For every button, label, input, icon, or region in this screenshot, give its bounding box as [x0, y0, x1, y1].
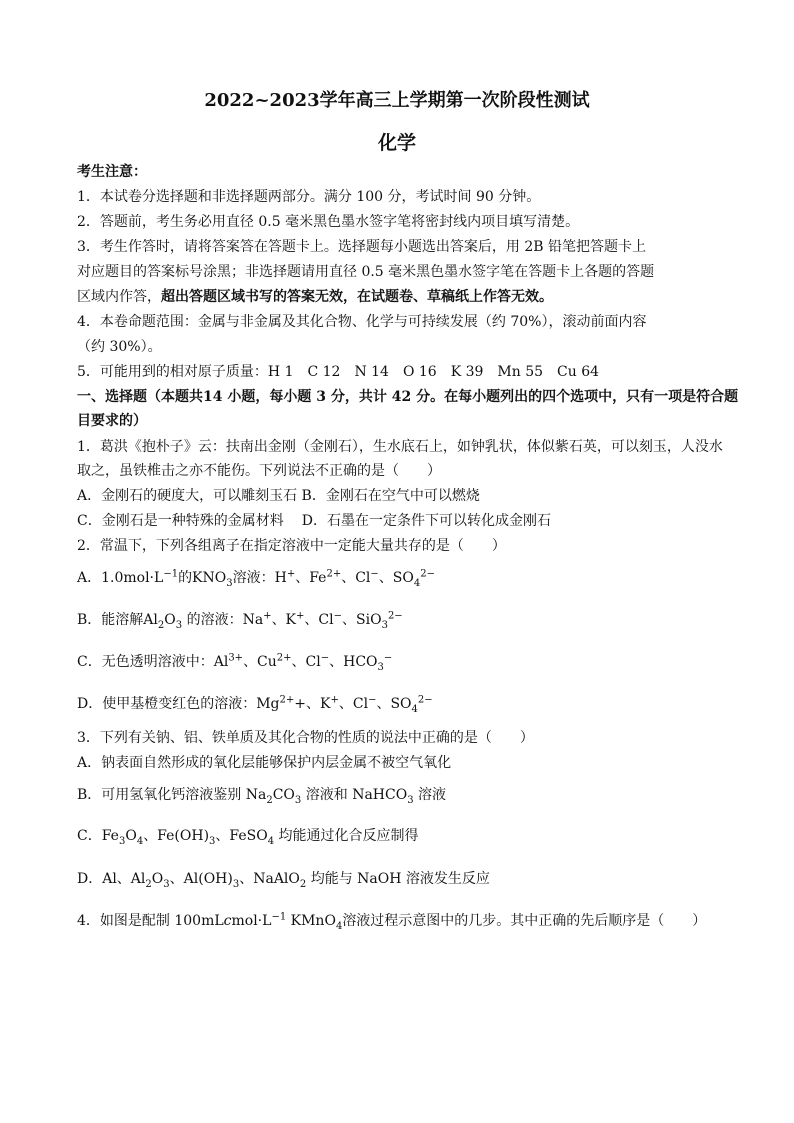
q2-option-a-rest: 溶液：H: [232, 570, 287, 586]
exam-title: 2022~2023学年高三上学期第一次阶段性测试: [204, 90, 590, 111]
q3-option-c: C．$Fe_3O_4$、$Fe(OH)_3$、FeSO$_4$ 均能通过化合反应制得: [77, 828, 419, 847]
subject-title: 化学: [377, 132, 416, 154]
notice-item-3-end-text: 区域内作答，: [77, 289, 161, 305]
notice-item-5: 5．可能用到的相对原子质量：H 1 C 12 N 14 O 16 K 39 Mn 55 Cu 64: [77, 364, 600, 380]
q2-option-c-prefix: C．无色透明溶液中：Al: [77, 654, 229, 670]
q3-option-b: B．可用氢氧化钙溶液鉴别 $Na_2CO_3$ 溶液和 NaHCO$_3$ 溶液: [77, 787, 447, 806]
q3-option-d: D．Al、$Al_2O_3$、$Al(OH)_3$、NaAlO$_2$ 均能与 NaOH 溶液发生反应: [77, 871, 490, 890]
q2-option-a: A．$1.0mol\cdot L^{-1}$的$KNO_3$溶液：H+、$Fe^{2+}$、Cl−、$SO_4^{2-}$: [77, 568, 436, 589]
notice-item-4-cont: （约 30%）。: [77, 339, 162, 355]
section1-heading-cont: 目要求的）: [77, 413, 147, 429]
q2-option-a-prefix: A．1.0mol·L: [77, 570, 164, 586]
q3-option-d-prefix: D．Al、Al: [77, 871, 146, 887]
q2-option-b: B．能溶解$Al_2O_3$ 的溶液：Na+、K+、Cl−、SiO$_3^{2-}$: [77, 610, 403, 631]
q1-stem-cont: 取之，虽铁椎击之亦不能伤。下列说法不正确的是（ ）: [77, 463, 441, 479]
notice-item-1: 1．本试卷分选择题和非选择题两部分。满分 100 分，考试时间 90 分钟。: [77, 189, 541, 205]
notice-item-3-cont: 对应题目的答案标号涂黑；非选择题请用直径 0.5 毫米黑色墨水签字笔在答题卡上各题的答题: [77, 264, 655, 280]
q4-stem-suffix: 溶液过程示意图中的几步。其中正确的先后顺序是（ ）: [342, 913, 707, 929]
q1-options-cd: [77, 511, 727, 531]
q3-stem: 3．下列有关钠、铝、铁单质及其化合物的性质的说法中正确的是（ ）: [77, 730, 534, 746]
notice-item-3: 3．考生作答时，请将答案答在答题卡上。选择题每小题选出答案后，用 2B 铅笔把答题卡上: [77, 239, 647, 255]
q1-options-ab: A．金刚石的硬度大，可以雕刻玉石 B．金刚石在空气中可以燃烧: [77, 488, 480, 504]
notice-heading: 考生注意：: [77, 164, 147, 180]
notice-bold-warning: 超出答题区域书写的答案无效，在试题卷、草稿纸上作答无效。: [161, 289, 553, 305]
q4-stem-prefix: 4．如图是配制 100mL: [77, 913, 224, 929]
q2-option-b-prefix: B．能溶解Al: [77, 612, 158, 628]
q2-stem: 2．常温下，下列各组离子在指定溶液中一定能大量共存的是（ ）: [77, 538, 506, 554]
q3-option-c-prefix: C．Fe: [77, 828, 119, 844]
notice-item-4: 4．本卷命题范围：金属与非金属及其化合物、化学与可持续发展（约 70%），滚动前面内容: [77, 314, 647, 330]
notice-item-2: 2．答题前，考生务必用直径 0.5 毫米黑色墨水签字笔将密封线内项目填写清楚。: [77, 214, 580, 230]
q1-option-d: D．石墨在一定条件下可以转化成金刚石: [301, 513, 551, 529]
q1-option-c: C．金刚石是一种特殊的金属材料: [77, 513, 284, 529]
q2-option-a-mid: 的KNO: [178, 570, 227, 586]
q2-option-c: C．无色透明溶液中：$Al^{3+}$、$Cu^{2+}$、Cl−、$HCO_3^-$: [77, 652, 393, 673]
section1-heading: 一、选择题（本题共14 小题，每小题 3 分，共计 42 分。在每小题列出的四个选项中，只有一项是符合题: [77, 389, 739, 405]
q2-option-d: D．使甲基橙变红色的溶液：$Mg^{2+}+$、K+、Cl−、$SO_4^{2-}$: [77, 694, 433, 715]
q3-option-b-prefix: B．可用氢氧化钙溶液鉴别 Na: [77, 787, 267, 803]
q3-option-a: A．钠表面自然形成的氧化层能够保护内层金属不被空气氧化: [77, 755, 452, 771]
notice-item-3-end: [77, 287, 727, 307]
q2-option-d-prefix: D．使甲基橙变红色的溶液：Mg: [77, 696, 280, 712]
q1-stem: 1．葛洪《抱朴子》云：扶南出金刚（金刚石），生水底石上，如钟乳状，体似紫石英，可以刻玉，人没水: [77, 439, 723, 455]
q4-stem: 4．如图是配制 $100mLcmol\cdot L^{-1}$ KMnO$_4$溶液过程示意图中的几步。其中正确的先后顺序是（ ）: [77, 911, 707, 932]
